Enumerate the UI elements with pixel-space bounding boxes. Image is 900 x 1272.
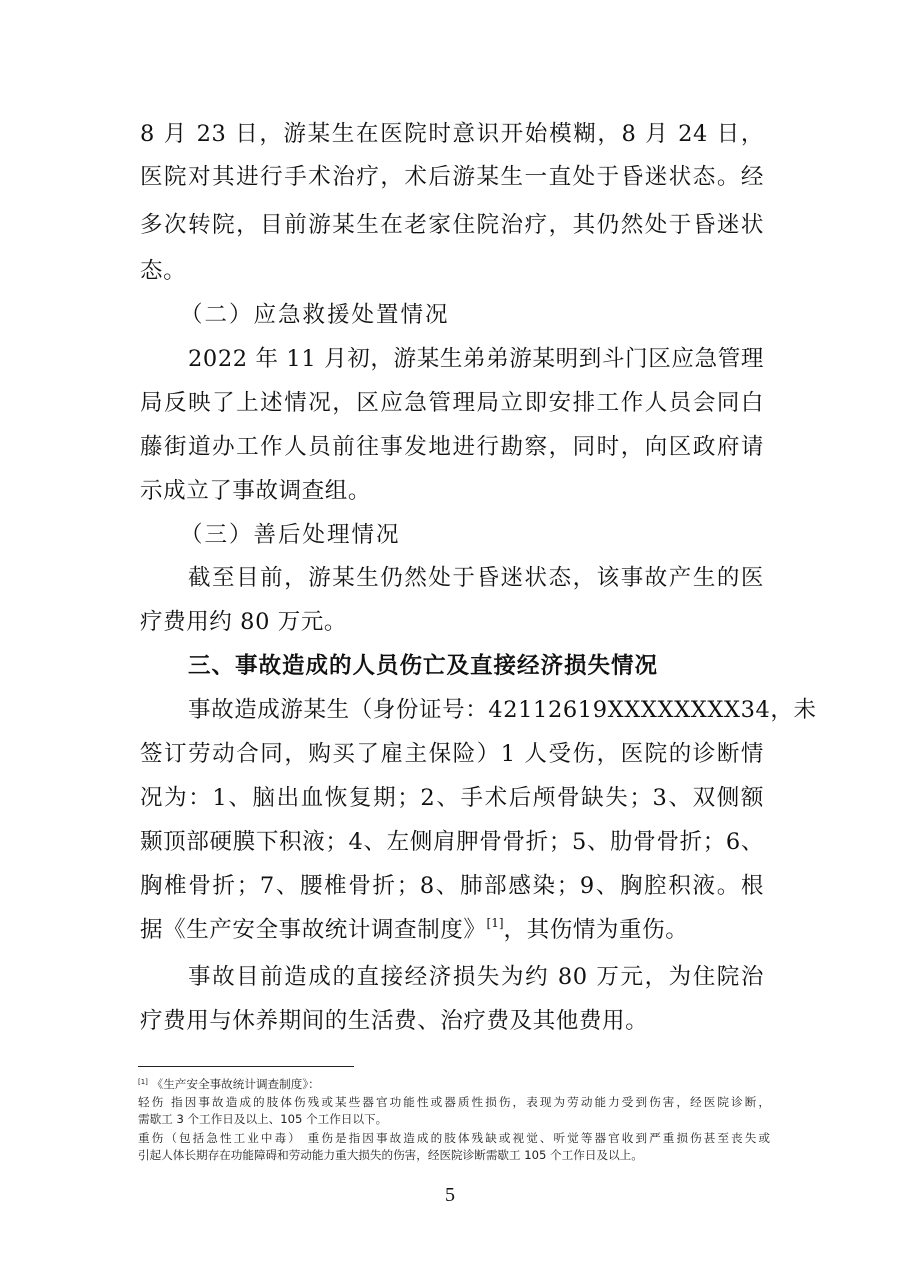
line-text: 据《生产安全事故统计调查制度》	[140, 917, 487, 943]
paragraph-line: 疗费用约 80 万元。	[140, 609, 348, 635]
paragraph-line: 藤街道办工作人员前往事发地进行勘察，同时，向区政府请	[140, 434, 764, 460]
paragraph-line: 2022 年 11 月初，游某生弟弟游某明到斗门区应急管理	[188, 346, 764, 372]
section-heading: 三、事故造成的人员伤亡及直接经济损失情况	[188, 653, 659, 679]
section-subheading: （三）善后处理情况	[180, 522, 401, 548]
paragraph-line: 签订劳动合同，购买了雇主保险）1 人受伤，医院的诊断情	[140, 741, 764, 767]
paragraph-line: 示成立了事故调查组。	[140, 478, 372, 504]
paragraph-line: 医院对其进行手术治疗，术后游某生一直处于昏迷状态。经	[140, 164, 764, 190]
paragraph-line: 局反映了上述情况，区应急管理局立即安排工作人员会同白	[140, 390, 764, 416]
footnote-line: 重伤（包括急性工业中毒） 重伤是指因事故造成的肢体残缺或视觉、听觉等器官收到严重损伤甚至丧失或	[138, 1131, 770, 1145]
paragraph-line: 疗费用与休养期间的生活费、治疗费及其他费用。	[140, 1008, 649, 1034]
footnote-title-text: 《生产安全事故统计调查制度》：	[151, 1077, 320, 1091]
paragraph-line: 事故目前造成的直接经济损失为约 80 万元，为住院治	[188, 964, 764, 990]
paragraph-line: 事故造成游某生（身份证号：42112619XXXXXXXX34，未	[188, 697, 817, 723]
paragraph-line: 态。	[140, 258, 187, 284]
footnote-divider	[138, 1066, 354, 1067]
footnote-marker: [1]	[138, 1078, 148, 1086]
paragraph-line: 胸椎骨折；7、腰椎骨折；8、肺部感染；9、胸腔积液。根	[140, 873, 764, 899]
line-text: ，其伤情为重伤。	[503, 917, 689, 943]
footnote-title	[138, 1076, 770, 1092]
paragraph-line	[140, 915, 764, 945]
footnote-line: 轻伤 指因事故造成的肢体伤残或某些器官功能性或器质性损伤，表现为劳动能力受到伤害，经医院诊断，	[138, 1095, 770, 1109]
paragraph-line: 况为：1、脑出血恢复期；2、手术后颅骨缺失；3、双侧额	[140, 785, 764, 811]
paragraph-line: 8 月 23 日，游某生在医院时意识开始模糊，8 月 24 日，	[140, 121, 764, 147]
paragraph-line: 截至目前，游某生仍然处于昏迷状态，该事故产生的医	[188, 565, 764, 591]
section-subheading: （二）应急救援处置情况	[180, 302, 450, 328]
page-number: 5	[445, 1184, 455, 1206]
footnote-line: 引起人体长期存在功能障碍和劳动能力重大损失的伤害，经医院诊断需歇工 105 个工作日及以上。	[138, 1148, 643, 1162]
paragraph-line: 多次转院，目前游某生在老家住院治疗，其仍然处于昏迷状	[140, 212, 764, 238]
footnote-reference: [1]	[486, 916, 504, 930]
footnote-line: 需歇工 3 个工作日及以上、105 个工作日以下。	[138, 1112, 388, 1126]
paragraph-line: 颞顶部硬膜下积液；4、左侧肩胛骨骨折；5、肋骨骨折；6、	[140, 829, 764, 855]
